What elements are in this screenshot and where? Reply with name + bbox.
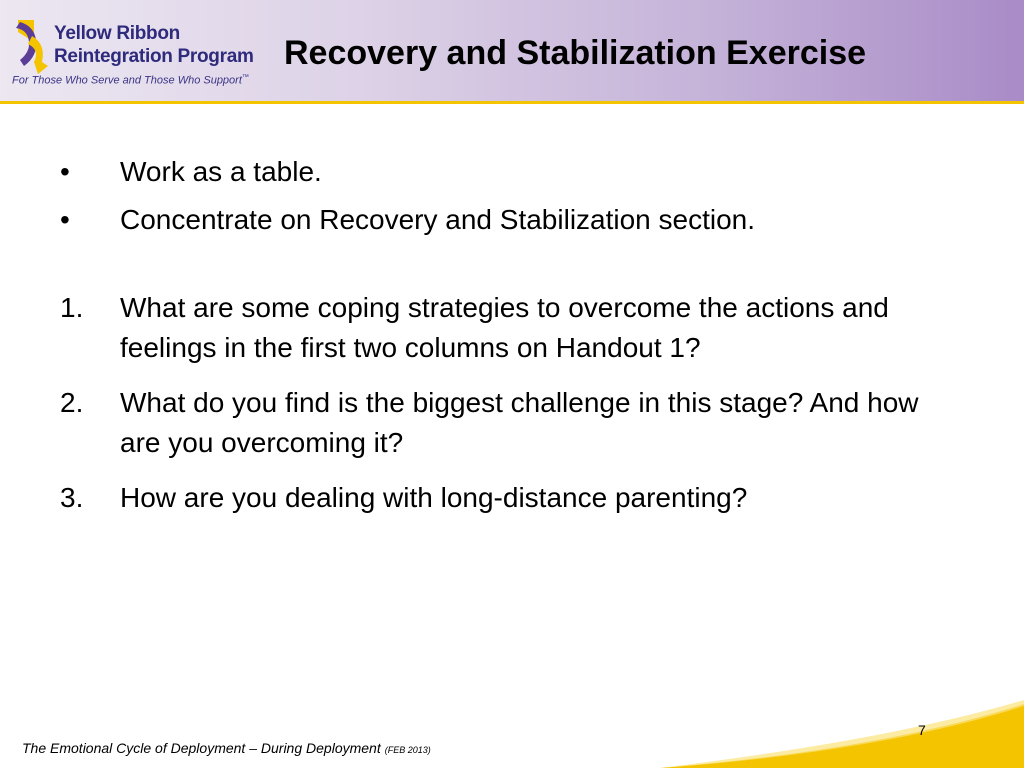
- bullet-marker: •: [60, 204, 70, 235]
- bullet-marker: •: [60, 156, 70, 187]
- slide-footer: [22, 740, 431, 756]
- page-number: 7: [918, 722, 926, 738]
- bullet-item: [60, 200, 960, 240]
- bullet-list: [60, 152, 960, 240]
- question-list: [60, 288, 960, 518]
- logo-tagline-text: For Those Who Serve and Those Who Support: [12, 74, 242, 87]
- question-number: 3.: [60, 482, 84, 513]
- question-number: 1.: [60, 292, 84, 323]
- yellow-swoosh-decoration: [660, 700, 1024, 768]
- slide-header: [0, 0, 1024, 101]
- question-item: [60, 478, 960, 518]
- footer-text: The Emotional Cycle of Deployment – During Deployment: [22, 740, 381, 756]
- footer-date: (FEB 2013): [384, 745, 431, 755]
- slide-body: [60, 152, 960, 533]
- logo-tagline: [12, 74, 249, 87]
- logo-line-1: Yellow Ribbon: [54, 23, 180, 44]
- ribbon-logo-icon: [12, 16, 52, 76]
- bullet-text: Work as a table.: [120, 156, 322, 187]
- question-text: What are some coping strategies to overcome the actions and feelings in the first two columns on Handout 1?: [120, 292, 889, 363]
- bullet-text: Concentrate on Recovery and Stabilization section.: [120, 204, 756, 235]
- question-text: What do you find is the biggest challenge in this stage? And how are you overcoming it?: [120, 387, 919, 458]
- slide-title: Recovery and Stabilization Exercise: [284, 34, 867, 72]
- header-divider: [0, 101, 1024, 104]
- bullet-item: [60, 152, 960, 192]
- question-item: [60, 383, 960, 463]
- question-item: [60, 288, 960, 368]
- yellow-ribbon-logo: [12, 14, 262, 94]
- question-number: 2.: [60, 387, 84, 418]
- trademark-symbol: ™: [241, 74, 249, 81]
- logo-line-2: Reintegration Program: [54, 46, 254, 67]
- question-text: How are you dealing with long-distance parenting?: [120, 482, 748, 513]
